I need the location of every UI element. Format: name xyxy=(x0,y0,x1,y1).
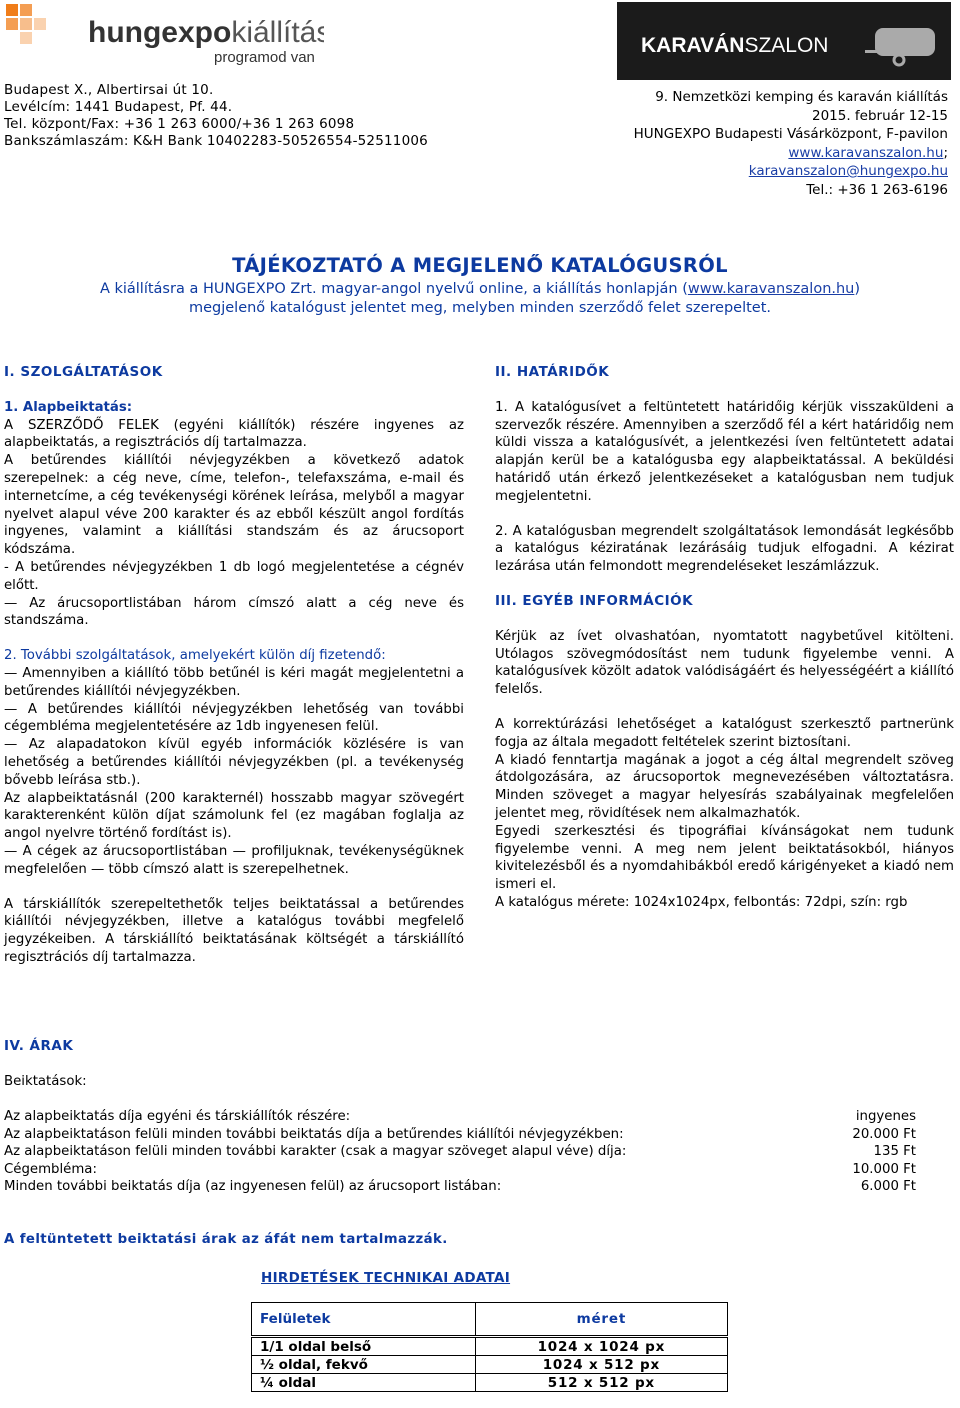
price-list xyxy=(4,1108,916,1196)
event-info: 9. Nemzetközi kemping és karaván kiállítás 2015. február 12-15 HUNGEXPO Budapesti Vásárközpont, F-pavilon www.karavanszalon.hu; karavanszalon@hungexpo.hu Tel.: +36 1 263-6196 xyxy=(488,88,948,199)
hungexpo-logo xyxy=(4,2,324,68)
bank-account: Bankszámlaszám: K&H Bank 10402283-50526554-52511006 xyxy=(4,133,428,149)
svg-text:KARAVÁNSZALON: KARAVÁNSZALON xyxy=(641,34,829,57)
phone: Tel. központ/Fax: +36 1 263 6000/+36 1 263 6098 xyxy=(4,116,355,132)
section-title-services: I. SZOLGÁLTATÁSOK xyxy=(4,364,163,380)
vat-note: A feltüntetett beiktatási árak az áfát nem tartalmazzák. xyxy=(4,1232,448,1247)
section-services: I. SZOLGÁLTATÁSOK 1. Alapbeiktatás: A SZERZŐDŐ FELEK (egyéni kiállítók) részére ingyenes az alapbeiktatás, a regisztrációs díj tartalmazza. A betűrendes kiállítói névjegyzékben a következő adatok szerepelnek: a cég neve, címe, telefon-, telefaxszáma, e-mail és internetcíme, a cég tevékenységi körének leírása, melyből a magyar nyelvet alapul véve 200 karakter és az ebből készült angol fordítás ingyenes, valamint a kiállítási standszám és az árucsoport kódszáma. - A betűrendes névjegyzékben 1 db logó megjelentetése a cégnév előtt. — Az árucsoportlistában három címszó alatt a cég neve és standszáma. 2. További szolgáltatások, amelyekért külön díj fizetendő: — Amennyiben a kiállító több betűnél is kéri magát megjelentetni a betűrendes kiállítói névjegyzékben. — A betűrendes kiállítói névjegyzékben lehetőség van további cégembléma megjelentetésére az 1db ingyenesen felül. — Az alapadatokon kívül egyéb információk közlésére is van lehetőség a betűrendes kiállítói névjegyzékben (pl. a tevékenység bővebb leírása stb.). Az alapbeiktatásnál (200 karakternél) hosszabb magyar szövegért karakterenként külön díjat számolunk fel (ez magában foglalja az angol nyelvre történő fordítást is). — A cégek az árucsoportlistában — profiljuknak, tevékenységüknek megfelelően — több címszó alatt is szerepelhetnek. A társkiállítók szerepeltethetők teljes beiktatással a betűrendes kiállítói névjegyzékben, illetve a katalógus további megfelelő jegyzékeiben. A társkiállító beiktatásának költségét a társkiállító regisztrációs díj tartalmazza. xyxy=(4,364,464,965)
prices-subtitle: Beiktatások: xyxy=(4,1074,87,1089)
price-row: Az alapbeiktatáson felüli minden további beiktatás díja a betűrendes kiállítói névjegyzékben: 20.000 Ft xyxy=(4,1126,916,1142)
price-row: Az alapbeiktatáson felüli minden további karakter (csak a magyar szöveget alapul véve) díja: 135 Ft xyxy=(4,1144,916,1159)
hungexpo-logo-text: hungexpokiállítás xyxy=(88,16,324,49)
caravan-icon xyxy=(865,28,935,65)
event-date: 2015. február 12-15 xyxy=(811,107,948,124)
website-link[interactable]: www.karavanszalon.hu xyxy=(788,144,944,161)
event-phone: Tel.: +36 1 263-6196 xyxy=(806,181,948,198)
table-row: ½ oldal, fekvő 1024 x 512 px xyxy=(252,1356,728,1374)
karavanszalon-logo xyxy=(617,2,951,80)
organizer-contact xyxy=(4,82,474,150)
tech-title: HIRDETÉSEK TECHNIKAI ADATAI xyxy=(261,1270,511,1286)
email-link[interactable]: karavanszalon@hungexpo.hu xyxy=(748,163,948,179)
section-title-prices: IV. ÁRAK xyxy=(4,1038,74,1054)
section-deadlines: II. HATÁRIDŐK 1. A katalógusívet a feltüntetett határidőig kérjük visszaküldeni a szervezők részére. Amennyiben a szerződő fél a kért határidőig nem küldi vissza a katalógusívét, a jelentkezési íven feltüntetett adatai alapján kerül be a katalógusba egy alapbeiktatással. A beküldési határidő után érkező jelentkezéseket a katalógusban nem tudjuk megjelentetni. 2. A katalógusban megrendelt szolgáltatások lemondását legkésőbb a katalógus kéziratának lezárásáig tudjuk elfogadni. A kézirat lezárása után felmondott megrendeléseket leszámlázzuk. III. EGYÉB INFORMÁCIÓK Kérjük az ívet olvashatóan, nyomtatott nagybetűvel kitölteni. Utólagos szövegmódosítást nem tudunk figyelembe venni. A katalógusívek közölt adatok valódiságáért és helyességéért a kiállító felelős. A korrektúrázási lehetőséget a katalógust szerkesztő partnerünk fogja az általa megadott feltételek szerint biztosítani. A kiadó fenntartja magának a jogot a cég által megrendelt szöveg átdolgozására, az árucsoportok megnevezésében változtatásra. Minden szöveget a magyar helyesírás szabályainak megfelelően jelentet meg, rövidítések nem alkalmazhatók. Egyedi szerkesztési és tipográfiai kívánságokat nem tudunk figyelembe venni. A meg nem jelent beiktatásokból, hiányos kivitelezésből és a nyomdahibákból eredő kárigényeket a kiadó nem ismeri el. A katalógus mérete: 1024x1024px, felbontás: 72dpi, szín: rgb xyxy=(495,364,954,910)
price-row: Az alapbeiktatás díja egyéni és társkiállítók részére: ingyenes xyxy=(4,1109,916,1124)
tech-table xyxy=(251,1302,728,1392)
page-title: TÁJÉKOZTATÓ A MEGJELENŐ KATALÓGUSRÓL xyxy=(232,254,728,277)
intro-website-link[interactable]: www.karavanszalon.hu xyxy=(687,281,855,297)
table-row: ¼ oldal 512 x 512 px xyxy=(252,1374,728,1392)
table-row: 1/1 oldal belső 1024 x 1024 px xyxy=(252,1337,728,1356)
price-row: Minden további beiktatás díja (az ingyenesen felül) az árucsoport listában: 6.000 Ft xyxy=(4,1179,916,1194)
postal-address: Levélcím: 1441 Budapest, Pf. 44. xyxy=(4,99,233,115)
section-title-other-info: III. EGYÉB INFORMÁCIÓK xyxy=(495,592,694,609)
subheading-basic: 1. Alapbeiktatás: xyxy=(4,399,133,415)
address: Budapest X., Albertirsai út 10. xyxy=(4,82,214,98)
section-title-deadlines: II. HATÁRIDŐK xyxy=(495,364,610,380)
event-name: 9. Nemzetközi kemping és karaván kiállítás xyxy=(655,89,948,105)
subheading-extra: 2. További szolgáltatások, amelyekért külön díj fizetendő: xyxy=(4,648,386,664)
event-venue: HUNGEXPO Budapesti Vásárközpont, F-pavilon xyxy=(633,126,948,142)
intro-text: A kiállításra a HUNGEXPO Zrt. magyar-angol nyelvű online, a kiállítás honlapján (www.karavanszalon.hu) megjelenő katalógust jelentet meg, melyben minden szerződő felet szerepeltet. xyxy=(99,281,861,316)
price-row: Cégembléma: 10.000 Ft xyxy=(4,1161,916,1177)
tech-header-row: Felületek méret xyxy=(252,1303,728,1337)
svg-text:programod van: programod van xyxy=(214,49,315,66)
